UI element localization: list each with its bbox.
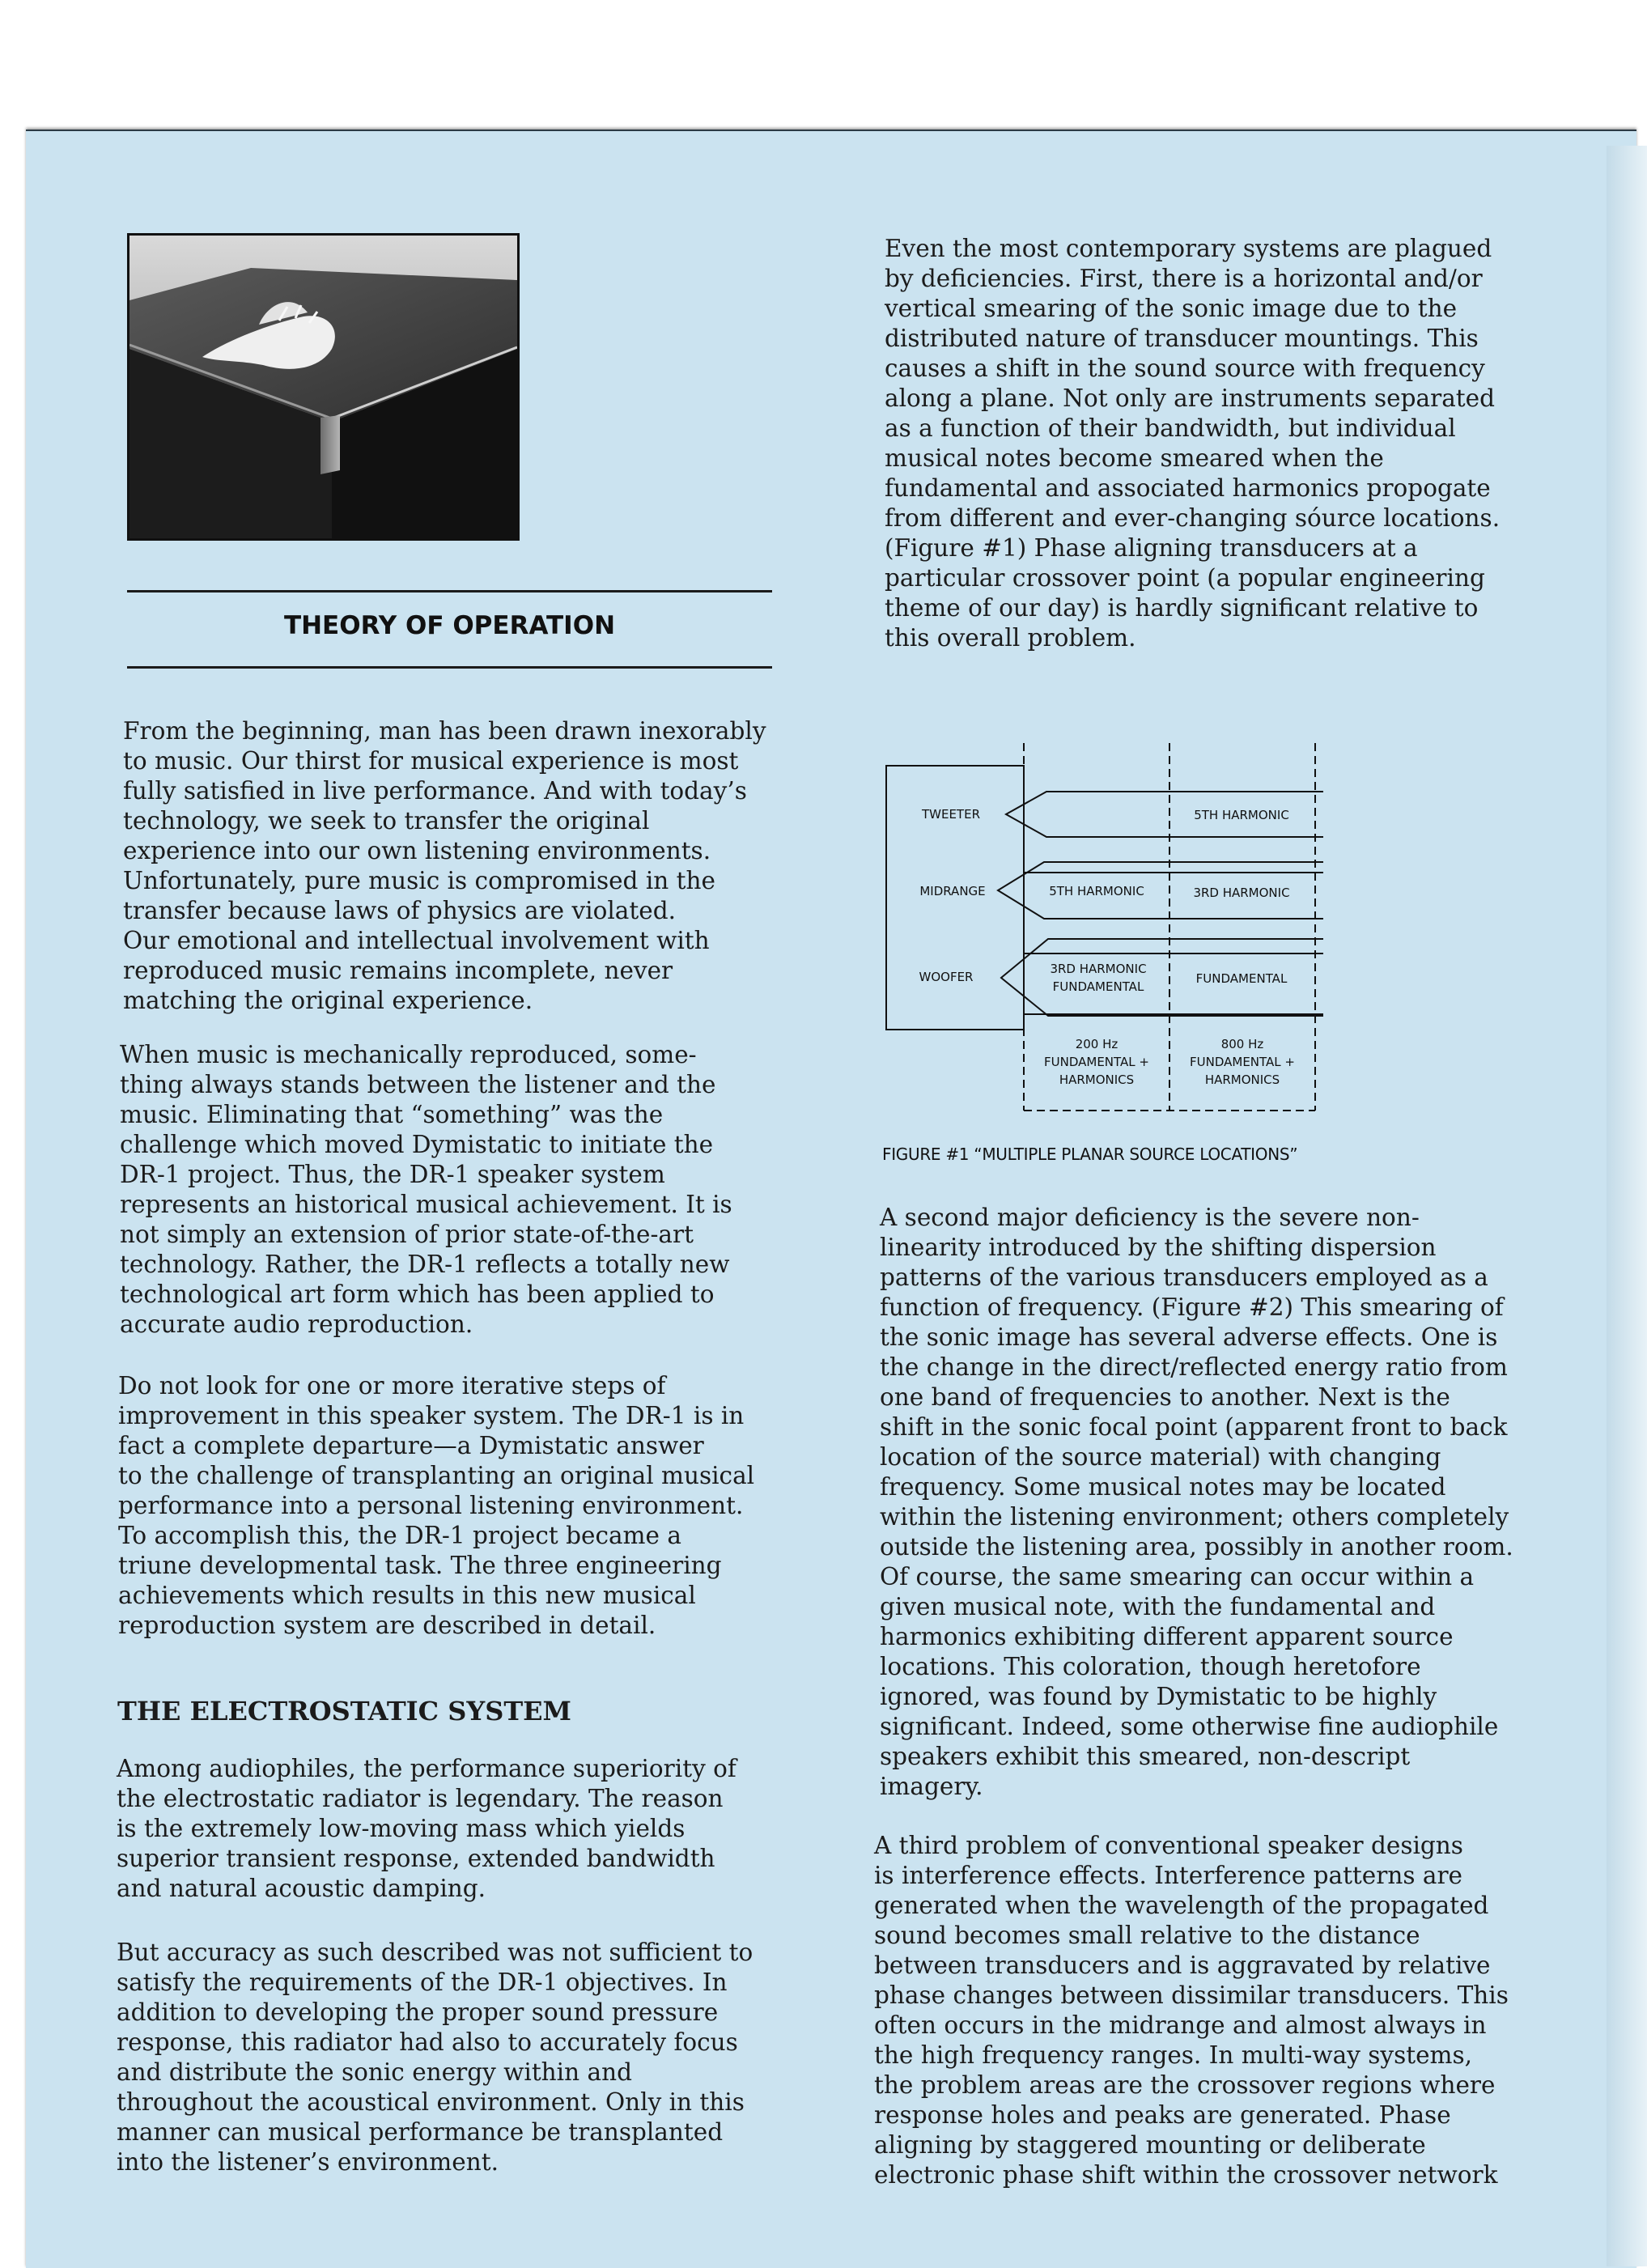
band2-midrange-label: 3RD HARMONIC <box>1193 886 1290 900</box>
label-woofer: WOOFER <box>919 970 974 984</box>
crossover2-line2: FUNDAMENTAL + <box>1190 1055 1295 1069</box>
right-paragraph-2: A second major deficiency is the severe non- linearity introduced by the shifting dispersion patterns of the various transducers employed as a function of frequency. (Figure #2) This smearing of the sonic image has several adverse effects. One is the change in the direct/reflected energy ratio from one band of frequencies to another. Next is the shift in the sonic focal point (apparent front to back location of the source material) with changing frequency. Some musical notes may be located within the listening environment; others completely outside the listening area, possibly in another room. Of course, the same smearing can occur within a given musical note, with the fundamental and harmonics exhibiting different apparent source locations. This coloration, though heretofore ignored, was found by Dymistatic to be highly significant. Indeed, some otherwise fine audiophile speakers exhibit this smeared, non-descript imagery. <box>880 1204 1513 1800</box>
right-paragraph-1: Even the most contemporary systems are plagued by deficiencies. First, there is a horizontal and/or vertical smearing of the sonic image due to the distributed nature of transducer mountings. This causes a shift in the sound source with frequency along a plane. Not only are instruments separated as a function of their bandwidth, but individual musical notes become smeared when the fundamental and associated harmonics propogate from different and ever-changing sóurce locations. (Figure #1) Phase aligning transducers at a particular crossover point (a popular engineering theme of our day) is hardly significant relative to this overall problem. <box>885 235 1501 652</box>
right-paragraph-3: A third problem of conventional speaker designs is interference effects. Interference patterns are generated when the wavelength of the propagated sound becomes small relative to the distance between transducers and is aggravated by relative phase changes between dissimilar transducers. This often occurs in the midrange and almost always in the high frequency ranges. In multi-way systems, the problem areas are the crossover regions where response holes and peaks are generated. Phase aligning by staggered mounting or deliberate electronic phase shift within the crossover network <box>874 1832 1509 2189</box>
crossover1-line3: HARMONICS <box>1059 1072 1135 1087</box>
band2-tweeter-label: 5TH HARMONIC <box>1194 808 1289 822</box>
seashell-on-wood-block-photo-icon <box>129 236 517 538</box>
title-rule-bottom <box>127 666 772 669</box>
left-paragraph-3: Do not look for one or more iterative steps of improvement in this speaker system. The DR-1 is in fact a complete departure—a Dymistatic answer to the challenge of transplanting an original musical performance into a personal listening environment. To accomplish this, the DR-1 project became a triune developmental task. The three engineering achievements which results in this new musical reproduction system are described in detail. <box>118 1372 755 1639</box>
left-paragraph-1: From the beginning, man has been drawn inexorably to music. Our thirst for musical experience is most fully satisfied in live performance. And with today’s technology, we seek to transfer the original experience into our own listening environments. Unfortunately, pure music is compromised in the transfer because laws of physics are violated. Our emotional and intellectual involvement with reproduced music remains incomplete, never matching the original experience. <box>123 717 766 1014</box>
band1-midrange-label: 5TH HARMONIC <box>1049 884 1144 898</box>
left-paragraph-4: Among audiophiles, the performance superiority of the electrostatic radiator is legendary. The reason is the extremely low-moving mass which yields superior transient response, extended bandwidth and natural acoustic damping. <box>117 1755 736 1902</box>
page-edge <box>1607 146 1647 2266</box>
left-paragraph-5: But accuracy as such described was not sufficient to satisfy the requirements of the DR-1 objectives. In addition to developing the proper sound pressure response, this radiator had also to accurately focus and distribute the sonic energy within and throughout the acoustical environment. Only in this manner can musical performance be transplanted into the listener’s environment. <box>117 1939 753 2176</box>
label-tweeter: TWEETER <box>921 807 981 822</box>
subheading: THE ELECTROSTATIC SYSTEM <box>117 1696 571 1726</box>
figure-planar-source-diagram <box>878 737 1331 1125</box>
crossover2-line3: HARMONICS <box>1204 1072 1280 1087</box>
band2-woofer-label: FUNDAMENTAL <box>1195 971 1288 986</box>
seashell-photo <box>127 233 520 541</box>
title-rule-top <box>127 590 772 592</box>
label-midrange: MIDRANGE <box>919 884 986 898</box>
crossover1-line2: FUNDAMENTAL + <box>1044 1055 1149 1069</box>
crossover2-freq: 800 Hz <box>1220 1037 1264 1051</box>
band1-woofer-label-1: 3RD HARMONIC <box>1050 962 1147 976</box>
band1-woofer-label-2: FUNDAMENTAL <box>1052 979 1144 994</box>
figure-caption: FIGURE #1 “MULTIPLE PLANAR SOURCE LOCATIONS” <box>882 1145 1298 1164</box>
crossover1-freq: 200 Hz <box>1075 1037 1119 1051</box>
left-paragraph-2: When music is mechanically reproduced, some- thing always stands between the listener and the music. Eliminating that “something” was the challenge which moved Dymistatic to initiate the DR-1 project. Thus, the DR-1 speaker system represents an historical musical achievement. It is not simply an extension of prior state-of-the-art technology. Rather, the DR-1 reflects a totally new technological art form which has been applied to accurate audio reproduction. <box>120 1041 732 1338</box>
section-title: THEORY OF OPERATION <box>283 611 616 640</box>
